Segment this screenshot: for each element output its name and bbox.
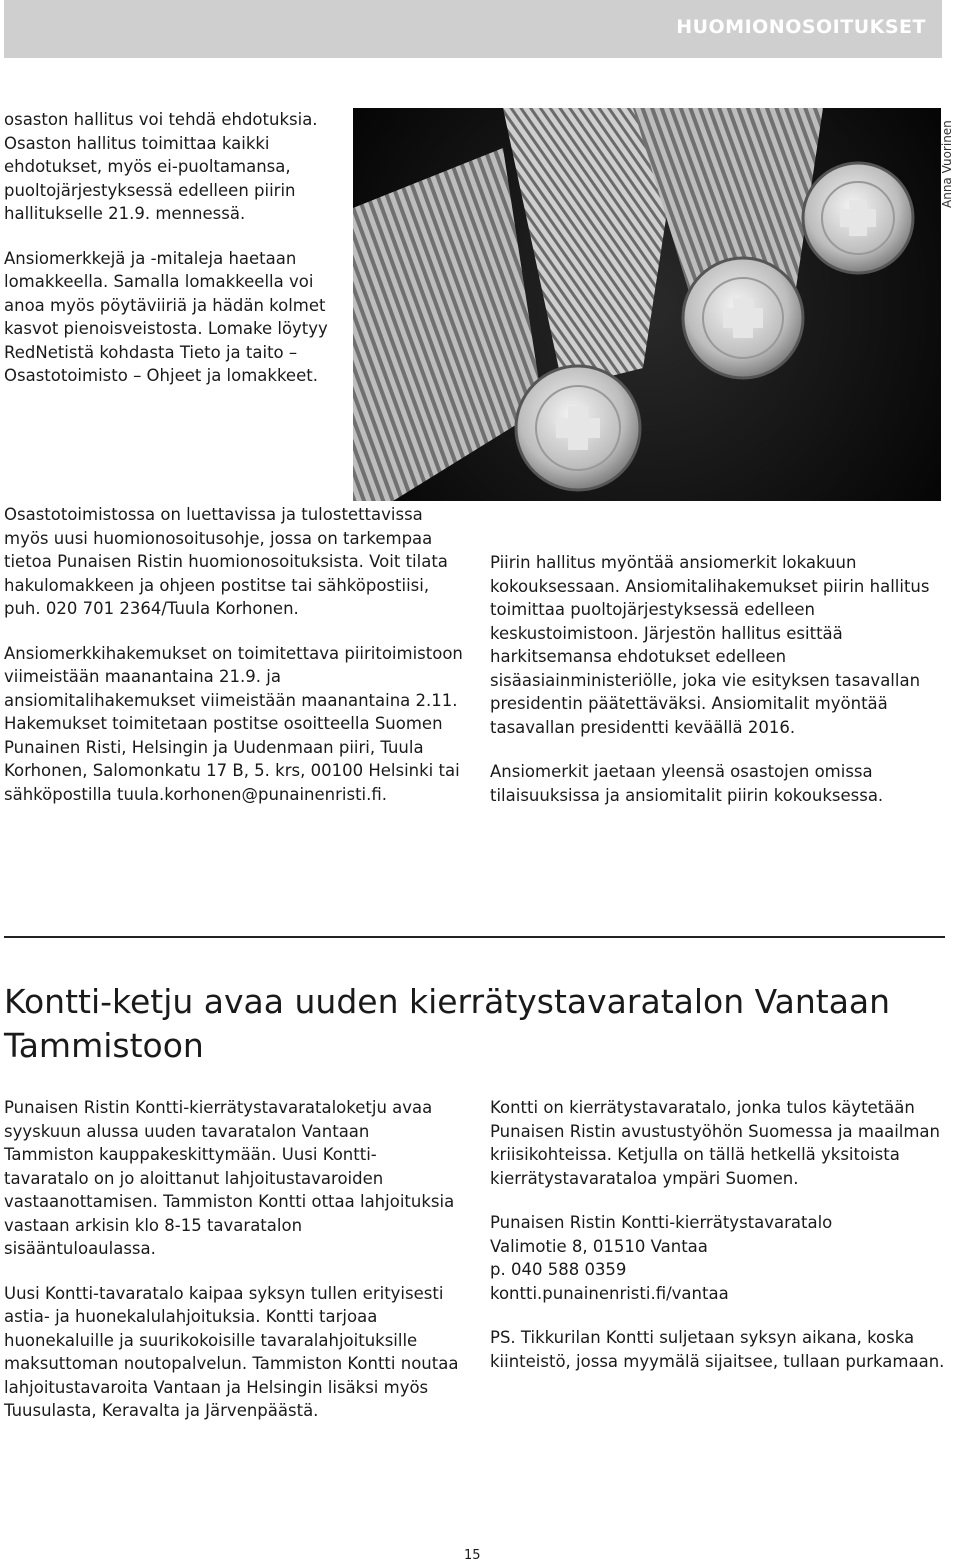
medals-illustration: [353, 108, 941, 501]
middle-left-text-column: [4, 503, 464, 806]
section-divider: [4, 936, 945, 938]
page-number: 15: [464, 1548, 481, 1563]
middle-right-text-column: [490, 551, 945, 807]
phone-number: p. 040 588 0359: [490, 1260, 627, 1279]
article-right-column: [490, 1096, 945, 1373]
paragraph: osaston hallitus voi tehdä ehdotuksia. Osaston hallitus toimittaa kaikki ehdotukset, myös ei-puoltamansa, puoltojärjestyksessä edelleen piirin hallitukselle 21.9. mennessä.: [4, 110, 318, 223]
paragraph: Osastotoimistossa on luettavissa ja tulostettavissa myös uusi huomionosoitusohje, jossa on tarkempaa tietoa Punaisen Ristin huomionosoituksista. Voit tilata hakulomakkeen ja ohjeen postitse tai sähköpostiisi, puh. 020 701 2364/Tuula Korhonen.: [4, 505, 448, 618]
paragraph: Punaisen Ristin Kontti-kierrätystavarataloketju avaa syyskuun alussa uuden tavaratalon Vantaan Tammiston kauppakeskittymään. Uusi Kontti-tavaratalo on jo aloittanut lahjoitustavaroiden vastaanottamisen. Tammiston Kontti ottaa lahjoituksia vastaan arkisin klo 8-15 tavaratalon sisääntuloaulassa.: [4, 1098, 455, 1258]
paragraph: Ansiomerkkejä ja -mitaleja haetaan lomakkeella. Samalla lomakkeella voi anoa myös pöytäviiriä ja hädän kolmet kasvot pienoisveistosta. Lomake löytyy RedNetistä kohdasta Tieto ja taito – Osastotoimisto – Ohjeet ja lomakkeet.: [4, 248, 328, 385]
postscript: PS. Tikkurilan Kontti suljetaan syksyn aikana, koska kiinteistö, jossa myymälä sijaitsee, tullaan purkamaan.: [490, 1328, 945, 1371]
paragraph: Ansiomerkit jaetaan yleensä osastojen omissa tilaisuuksissa ja ansiomitalit piirin kokouksessa.: [490, 762, 884, 805]
photo-credit: Anna Vuorinen: [940, 120, 954, 208]
article-headline: Kontti-ketju avaa uuden kierrätystavaratalon Vantaan Tammistoon: [4, 982, 891, 1065]
paragraph: Uusi Kontti-tavaratalo kaipaa syksyn tullen erityisesti astia- ja huonekalulahjoituksia. Kontti tarjoaa huonekaluille ja suurikokoisille tavaralahjoituksille maksuttoman noutopalvelun. Tammiston Kontti noutaa lahjoitustavaroita Vantaan ja Helsingin lisäksi myös Tuusulasta, Keravalta ja Järvenpäästä.: [4, 1283, 459, 1420]
paragraph: Piirin hallitus myöntää ansiomerkit lokakuun kokouksessaan. Ansiomitalihakemukset piirin hallitus toimittaa puoltojärjestyksessä edelleen keskustoimistoon. Järjestön hallitus esittää harkitsemansa ehdotukset edelleen sisäasiainministeriölle, joka vie esityksen tasavallan presidentin päätettäväksi. Ansiomitalit myöntää tasavallan presidentti keväällä 2016.: [490, 553, 930, 737]
section-label: HUOMIONOSOITUKSET: [676, 16, 926, 38]
paragraph: Kontti on kierrätystavaratalo, jonka tulos käytetään Punaisen Ristin avustustyöhön Suomessa ja maailman kriisikohteissa. Ketjulla on tällä hetkellä yksitoista kierrätystavarataloa ympäri Suomen.: [490, 1098, 941, 1188]
paragraph: Ansiomerkkihakemukset on toimitettava piiritoimistoon viimeistään maanantaina 21.9. ja ansiomitalihakemukset viimeistään maanantaina 2.11. Hakemukset toimitetaan postitse osoitteella Suomen Punainen Risti, Helsingin ja Uudenmaan piiri, Tuula Korhonen, Salomonkatu 17 B, 5. krs, 00100 Helsinki tai sähköpostilla tuula.korhonen@punainenristi.fi.: [4, 643, 463, 804]
address-line: Valimotie 8, 01510 Vantaa: [490, 1236, 708, 1256]
article-left-column: [4, 1096, 459, 1423]
medals-photo: [353, 108, 941, 501]
top-left-text-column: [4, 108, 329, 388]
address-line: Punaisen Ristin Kontti-kierrätystavaratalo: [490, 1213, 833, 1232]
address-block: [490, 1211, 945, 1305]
website-link[interactable]: kontti.punainenristi.fi/vantaa: [490, 1283, 729, 1303]
section-header-bar: [4, 0, 942, 58]
